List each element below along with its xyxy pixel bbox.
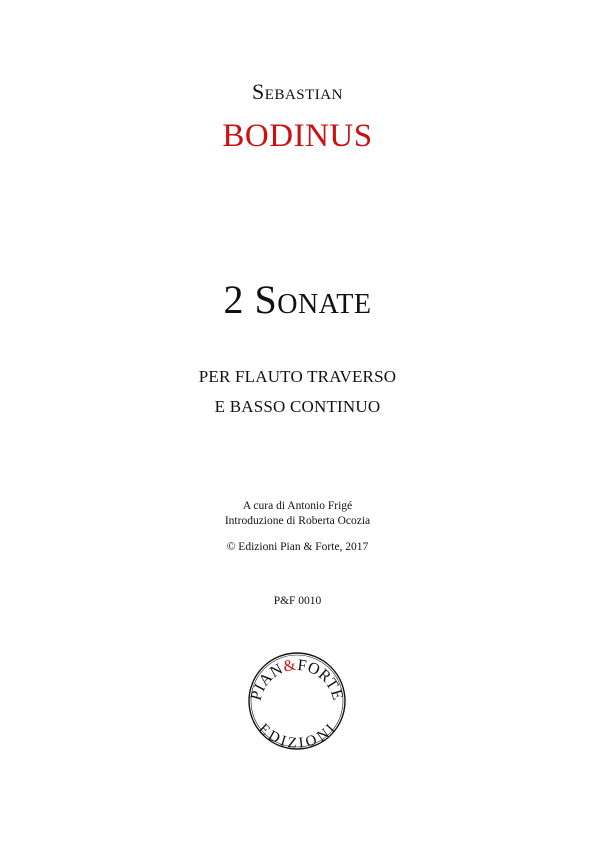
work-title: 2 Sonate: [223, 277, 372, 322]
seal-text-ampersand: &: [281, 656, 298, 676]
svg-text:PIAN&FORTE: [248, 657, 347, 703]
instrumentation-line-2: E BASSO CONTINUO: [214, 397, 381, 416]
introduction-credit: Introduzione di Roberta Ocozia: [224, 515, 371, 527]
instrumentation-line-1: PER FLAUTO TRAVERSO: [198, 367, 397, 386]
seal-text-pian: PIAN: [247, 660, 287, 703]
seal-text-edizioni: EDIZIONI: [255, 720, 340, 751]
seal-icon: [247, 651, 347, 751]
editor-credit: A cura di Antonio Frigé: [242, 500, 353, 512]
composer-last-name: BODINUS: [222, 118, 373, 154]
composer-first-name: Sebastian: [252, 79, 343, 104]
svg-text:EDIZIONI: [255, 721, 339, 751]
copyright-notice: © Edizioni Pian & Forte, 2017: [226, 541, 369, 553]
seal-text-forte: FORTE: [296, 656, 347, 703]
catalog-number: P&F 0010: [273, 595, 322, 607]
publisher-seal-logo: [247, 651, 347, 751]
